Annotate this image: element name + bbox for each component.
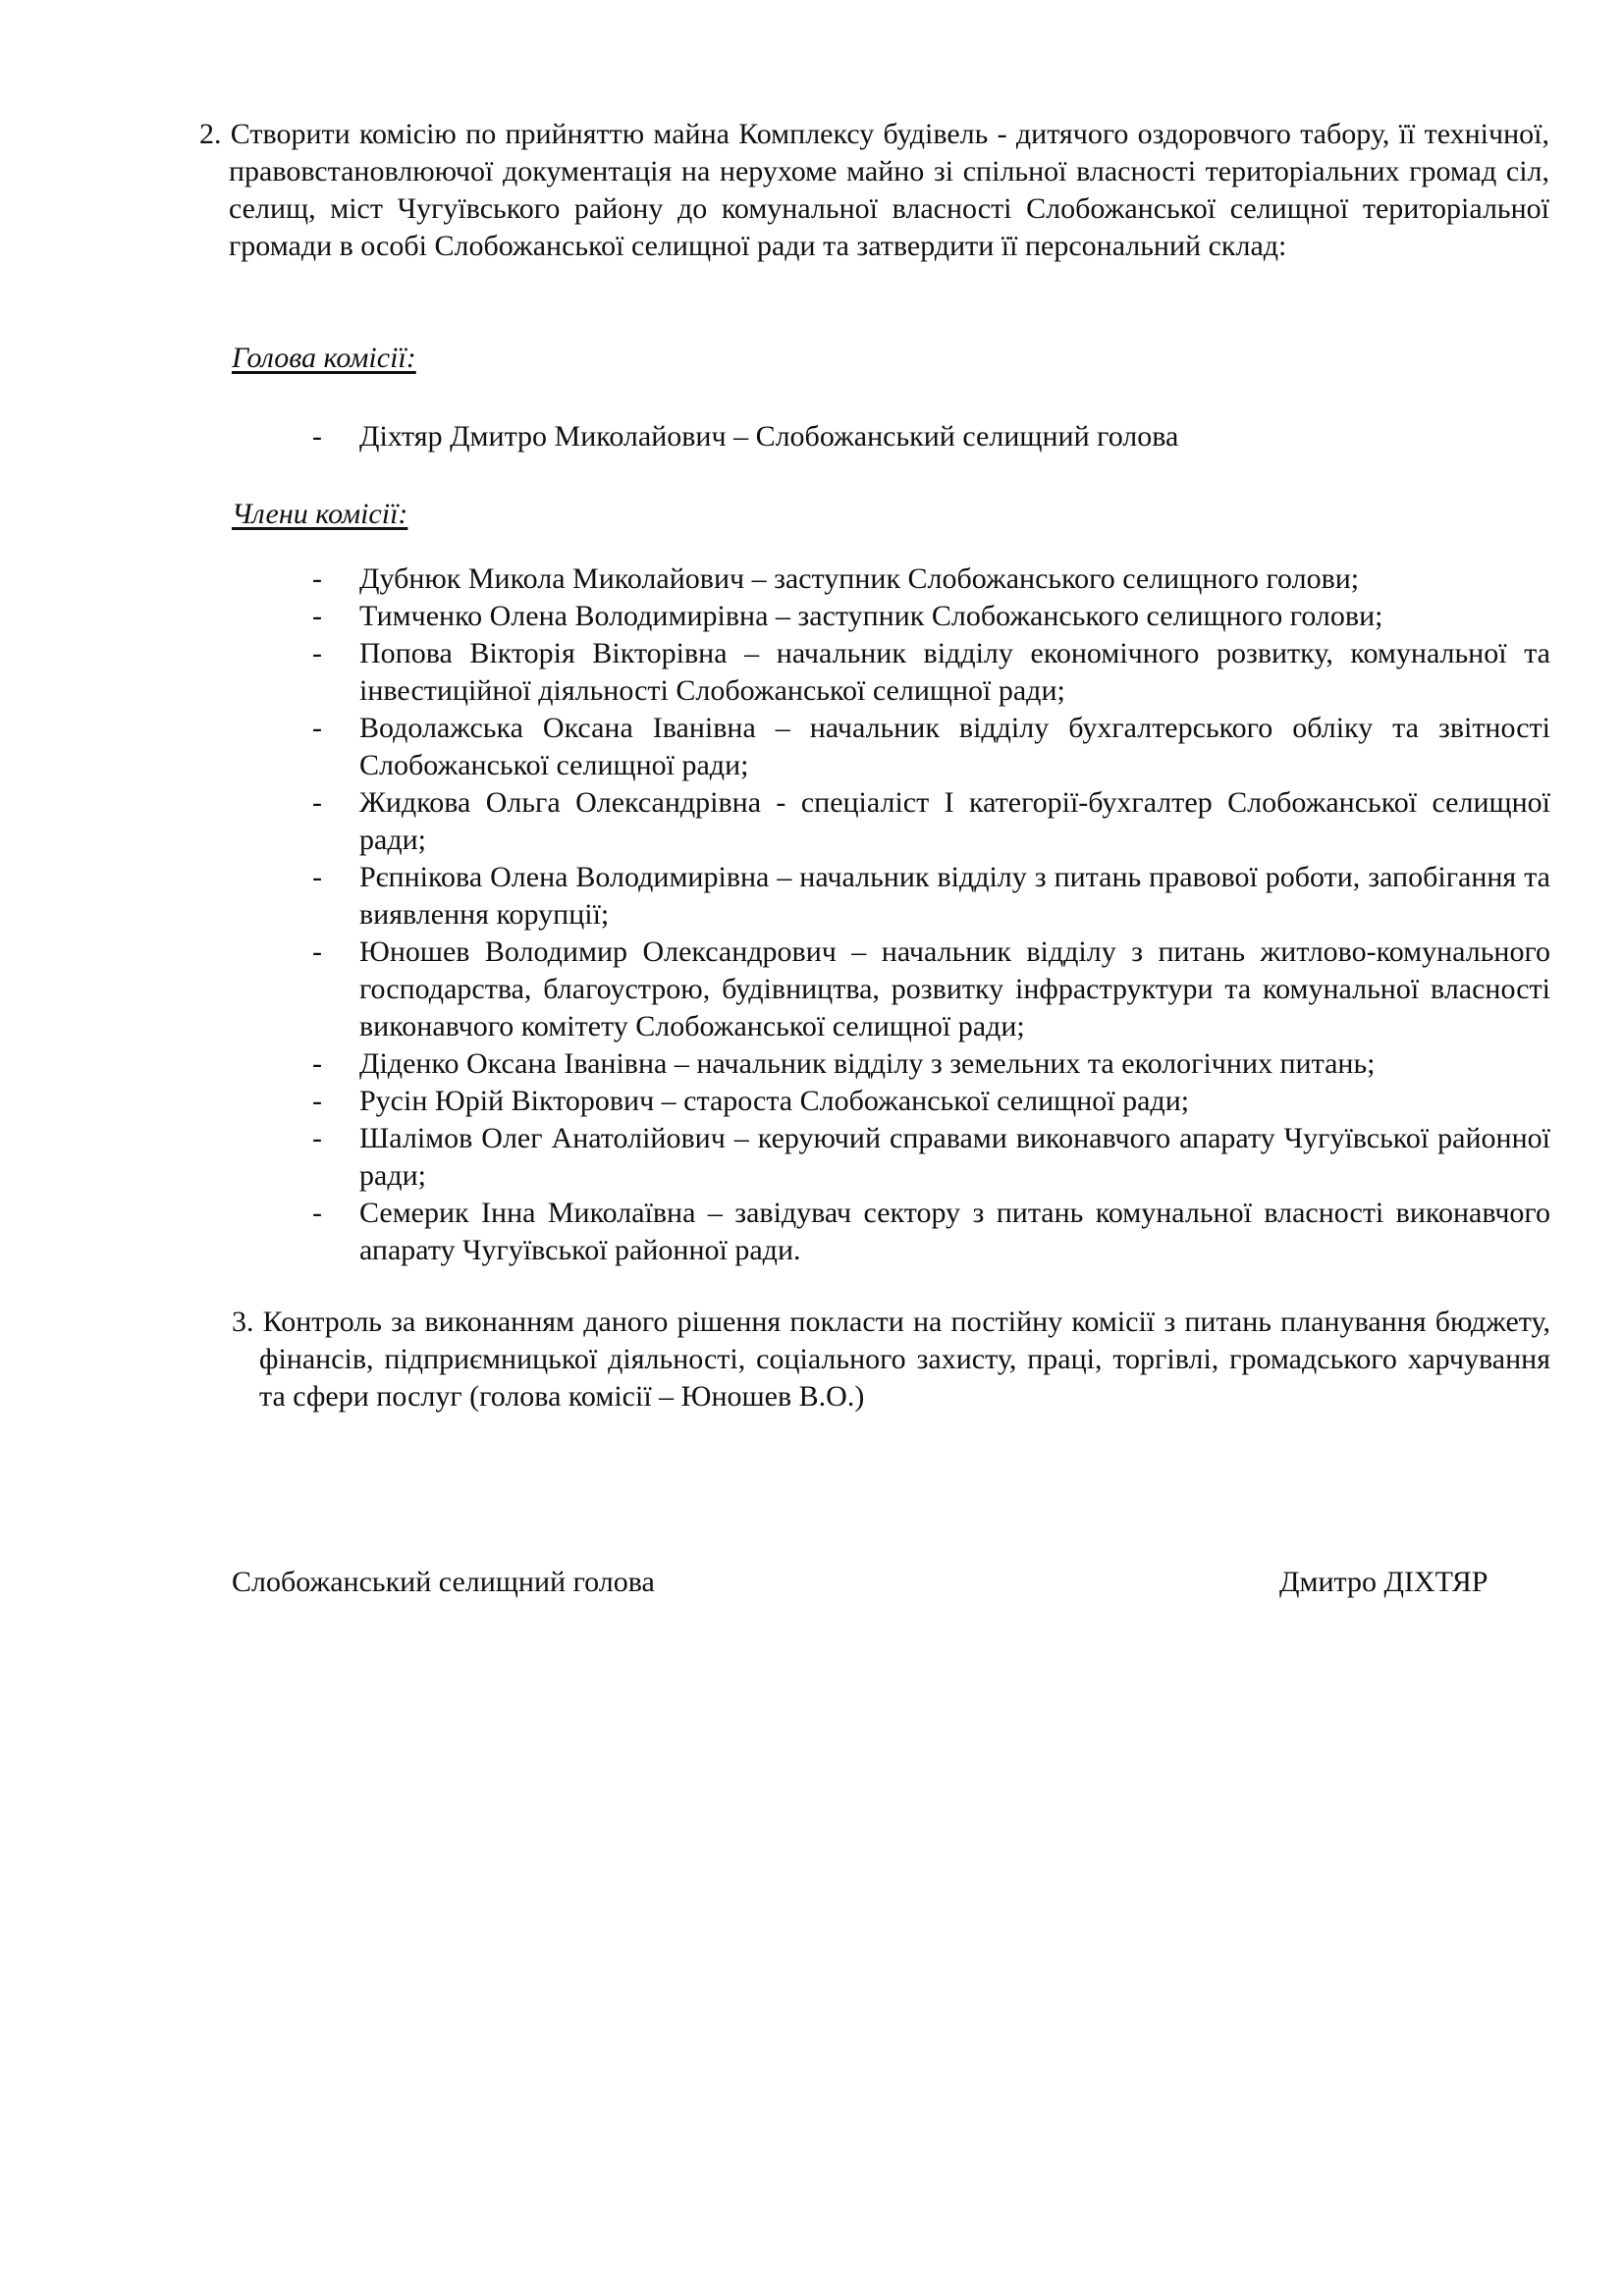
list-item: [232, 598, 1550, 635]
members-heading: Члени комісії:: [232, 498, 408, 530]
list-item: [232, 1120, 1550, 1195]
list-item: [232, 934, 1550, 1045]
member-text: Семерик Інна Миколаївна – завідувач сектору з питань комунальної власності виконавчого апарату Чугуївської районної ради.: [359, 1197, 1550, 1266]
members-list: [232, 561, 1550, 1269]
list-item: [232, 1195, 1550, 1269]
list-item: [232, 710, 1550, 784]
item-2-paragraph: 2. Створити комісію по прийняттю майна Комплексу будівель - дитячого оздоровчого табору, її технічної, правовстановлюючої документація на нерухоме майно зі спільної власності територіальних громад сіл, селищ, міст Чугуївського району до комунальної власності Слобожанської селищної територіальної громади в особі Слобожанської селищної ради та затвердити її персональний склад:: [199, 118, 1549, 262]
signature-name: Дмитро ДІХТЯР: [1279, 1566, 1488, 1598]
list-dash: -: [312, 1197, 322, 1229]
member-text: Діденко Оксана Іванівна – начальник відділу з земельних та екологічних питань;: [359, 1047, 1376, 1080]
member-text: Тимченко Олена Володимирівна – заступник Слобожанського селищного голови;: [359, 600, 1383, 632]
signature-position: Слобожанський селищний голова: [232, 1566, 655, 1598]
list-dash: -: [312, 786, 322, 819]
list-dash: -: [312, 420, 322, 453]
item-3-paragraph: 3. Контроль за виконанням даного рішення покласти на постійну комісії з питань планування бюджету, фінансів, підприємницької діяльності, соціального захисту, праці, торгівлі, громадського харчування та сфери послуг (голова комісії – Юношев В.О.): [232, 1306, 1550, 1413]
chair-heading: Голова комісії:: [232, 342, 416, 374]
list-dash: -: [312, 861, 322, 893]
list-dash: -: [312, 1122, 322, 1154]
list-dash: -: [312, 712, 322, 744]
member-text: Рєпнікова Олена Володимирівна – начальник відділу з питань правової роботи, запобігання та виявлення корупції;: [359, 861, 1550, 931]
list-item: [232, 561, 1550, 598]
list-item: [232, 418, 1550, 455]
member-text: Русін Юрій Вікторович – староста Слобожанської селищної ради;: [359, 1085, 1190, 1117]
chair-list: [232, 418, 1550, 455]
list-item: [232, 784, 1550, 859]
list-item: [232, 635, 1550, 710]
list-dash: -: [312, 562, 322, 595]
member-text: Шалімов Олег Анатолійович – керуючий справами виконавчого апарату Чугуївської районної ради;: [359, 1122, 1550, 1192]
list-dash: -: [312, 600, 322, 632]
member-text: Попова Вікторія Вікторівна – начальник відділу економічного розвитку, комунальної та інвестиційної діяльності Слобожанської селищної ради;: [359, 637, 1550, 707]
list-item: [232, 1083, 1550, 1120]
list-dash: -: [312, 1085, 322, 1117]
list-dash: -: [312, 637, 322, 669]
member-text: Водолажська Оксана Іванівна – начальник відділу бухгалтерського обліку та звітності Слобожанської селищної ради;: [359, 712, 1550, 781]
member-text: Дубнюк Микола Миколайович – заступник Слобожанського селищного голови;: [359, 562, 1360, 595]
member-text: Юношев Володимир Олександрович – начальник відділу з питань житлово-комунального господарства, благоустрою, будівництва, розвитку інфраструктури та комунальної власності виконавчого комітету Слобожанської селищної ради;: [359, 935, 1550, 1042]
list-dash: -: [312, 935, 322, 968]
member-text: Жидкова Ольга Олександрівна - спеціаліст І категорії-бухгалтер Слобожанської селищної ради;: [359, 786, 1550, 856]
list-item: [232, 1045, 1550, 1083]
list-item: [232, 859, 1550, 934]
chair-member-text: Діхтяр Дмитро Миколайович – Слобожанський селищний голова: [359, 420, 1179, 453]
list-dash: -: [312, 1047, 322, 1080]
